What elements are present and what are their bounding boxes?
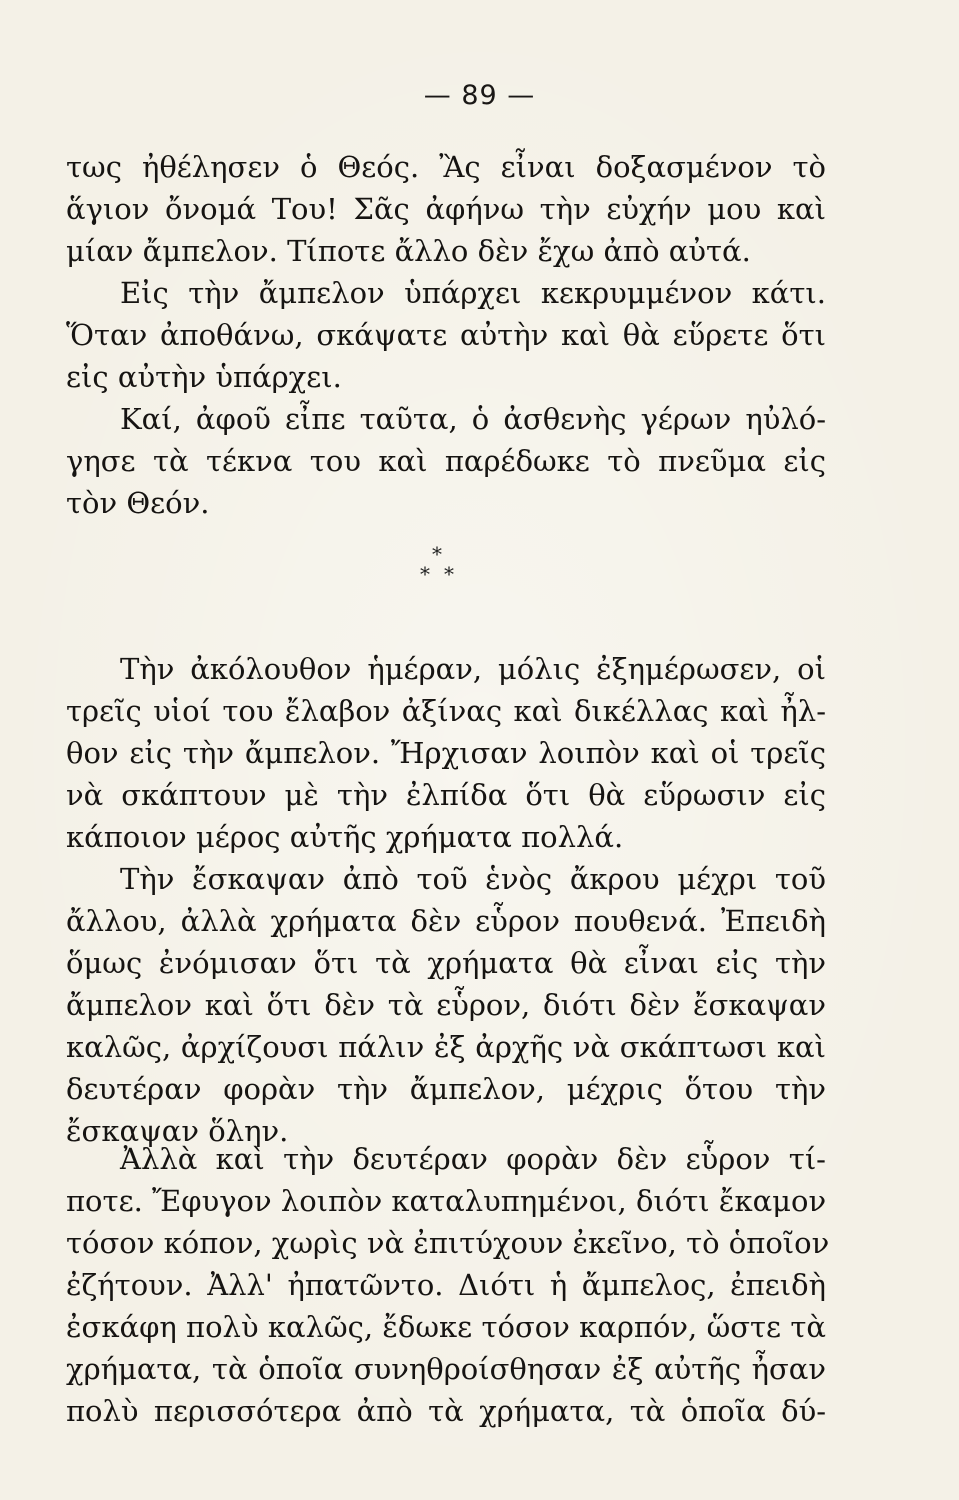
text-line: θον εἰς τὴν ἄμπελον. Ἤρχισαν λοιπὸν καὶ οἱ τρεῖς xyxy=(66,736,826,770)
text-line: Εἰς τὴν ἄμπελον ὑπάρχει κεκρυμμένον κάτι. xyxy=(120,276,826,310)
text-line: μίαν ἄμπελον. Τίποτε ἄλλο δὲν ἔχω ἀπὸ αὐτά. xyxy=(66,234,751,268)
asterisk: * xyxy=(432,542,442,566)
text-line: δευτέραν φορὰν τὴν ἄμπελον, μέχρις ὅτου τὴν xyxy=(66,1072,826,1106)
text-section-top xyxy=(66,146,826,524)
text-line: ἐσκάφη πολὺ καλῶς, ἔδωκε τόσον καρπόν, ὥστε τὰ xyxy=(66,1310,826,1344)
text-line: πολὺ περισσότερα ἀπὸ τὰ χρήματα, τὰ ὁποῖα δύ- xyxy=(66,1394,826,1428)
text-line: γησε τὰ τέκνα του καὶ παρέδωκε τὸ πνεῦμα εἰς xyxy=(66,444,826,478)
section-break-asterism xyxy=(420,544,460,604)
text-line: χρήματα, τὰ ὁποῖα συνηθροίσθησαν ἐξ αὐτῆς ἦσαν xyxy=(66,1352,826,1386)
text-line: τρεῖς υἱοί του ἔλαβον ἀξίνας καὶ δικέλλας καὶ ἦλ- xyxy=(66,694,826,728)
text-line: εἰς αὐτὴν ὑπάρχει. xyxy=(66,360,342,394)
asterisk: * xyxy=(420,562,430,586)
text-line: ὅμως ἐνόμισαν ὅτι τὰ χρήματα θὰ εἶναι εἰς τὴν xyxy=(66,946,826,980)
page-number: — 89 — xyxy=(423,80,536,111)
text-line: Ἀλλὰ καὶ τὴν δευτέραν φορὰν δὲν εὗρον τί- xyxy=(120,1142,826,1176)
text-section-bottom xyxy=(66,1138,830,1432)
text-line: ἅγιον ὄνομά Του! Σᾶς ἀφήνω τὴν εὐχήν μου καὶ xyxy=(66,192,826,226)
asterisk: * xyxy=(444,562,454,586)
text-line: ἔσκαψαν ὅλην. xyxy=(66,1114,289,1148)
text-line: ἄλλου, ἀλλὰ χρήματα δὲν εὗρον πουθενά. Ἐπειδὴ xyxy=(66,904,826,938)
text-line: τως ἠθέλησεν ὁ Θεός. Ἂς εἶναι δοξασμένον τὸ xyxy=(66,150,826,184)
text-section-middle xyxy=(66,648,826,1152)
text-line: τόσον κόπον, χωρὶς νὰ ἐπιτύχουν ἐκεῖνο, τὸ ὁποῖον xyxy=(66,1226,830,1260)
text-line: καλῶς, ἀρχίζουσι πάλιν ἐξ ἀρχῆς νὰ σκάπτωσι καὶ xyxy=(66,1030,826,1064)
text-line: νὰ σκάπτουν μὲ τὴν ἐλπίδα ὅτι θὰ εὕρωσιν εἰς xyxy=(66,778,826,812)
text-line: ἐζήτουν. Ἀλλ' ἠπατῶντο. Διότι ἡ ἄμπελος, ἐπειδὴ xyxy=(66,1268,826,1302)
text-line: ἄμπελον καὶ ὅτι δὲν τὰ εὗρον, διότι δὲν ἔσκαψαν xyxy=(66,988,826,1022)
text-line: κάποιον μέρος αὐτῆς χρήματα πολλά. xyxy=(66,820,624,854)
text-line: Τὴν ἀκόλουθον ἡμέραν, μόλις ἐξημέρωσεν, οἱ xyxy=(120,652,826,686)
text-line: Ὅταν ἀποθάνω, σκάψατε αὐτὴν καὶ θὰ εὕρετε ὅτι xyxy=(66,318,826,352)
text-line: Καί, ἀφοῦ εἶπε ταῦτα, ὁ ἀσθενὴς γέρων ηὐλό- xyxy=(120,402,826,436)
text-line: Τὴν ἔσκαψαν ἀπὸ τοῦ ἑνὸς ἄκρου μέχρι τοῦ xyxy=(120,862,826,896)
text-line: ποτε. Ἔφυγον λοιπὸν καταλυπημένοι, διότι ἔκαμον xyxy=(66,1184,827,1218)
text-line: τὸν Θεόν. xyxy=(66,486,210,520)
